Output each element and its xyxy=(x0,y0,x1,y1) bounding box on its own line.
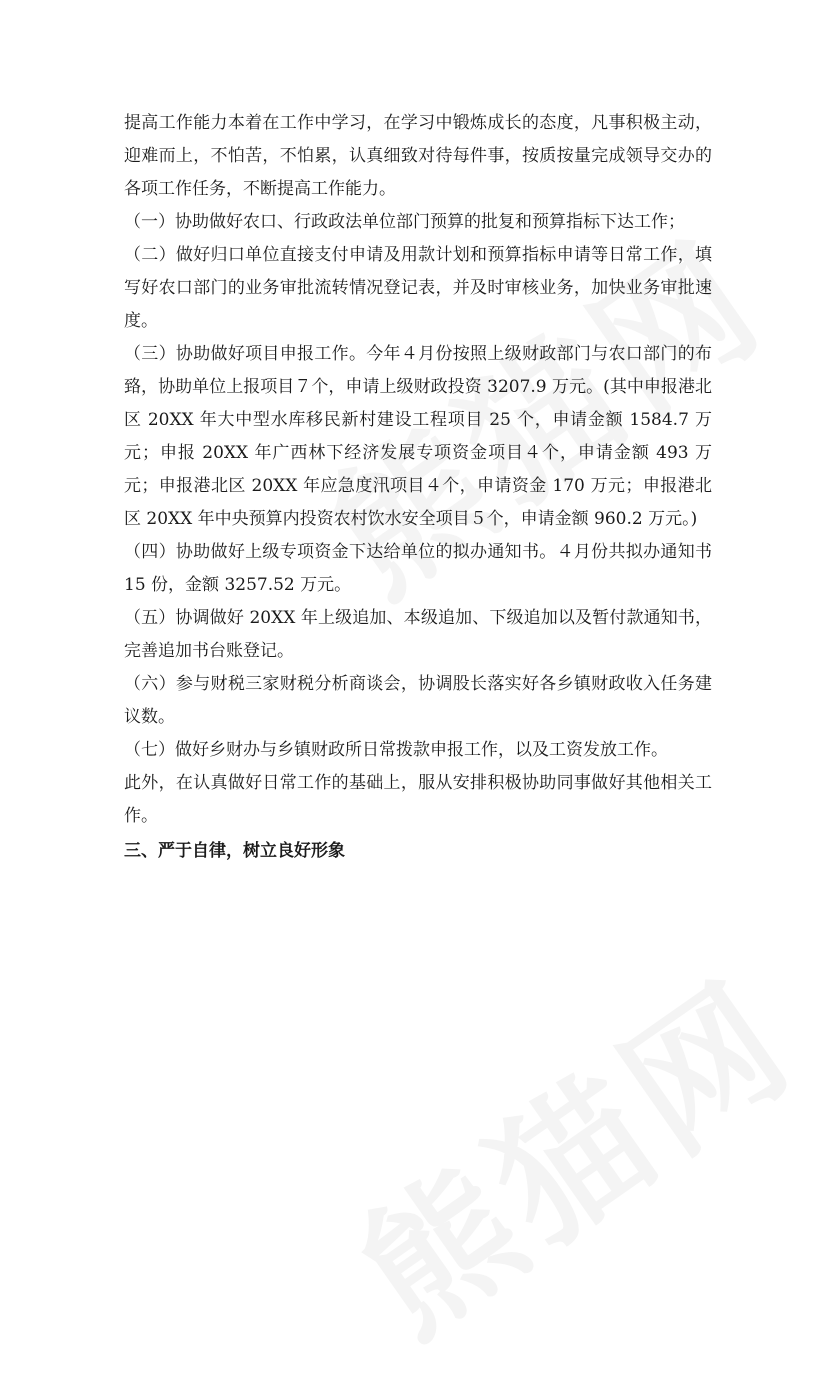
section-heading: 三、严于自律，树立良好形象 xyxy=(124,841,345,861)
paragraph-item-2: （二）做好归口单位直接支付申请及用款计划和预算指标申请等日常工作，填写好农口部门的业务审批流转情况登记表，并及时审核业务，加快业务审批速度。 xyxy=(124,245,712,331)
watermark xyxy=(311,922,828,1374)
document-body xyxy=(124,107,712,868)
paragraph-item-7: （七）做好乡财办与乡镇财政所日常拨款申报工作，以及工资发放工作。 xyxy=(124,740,668,760)
paragraph-additionally: 此外，在认真做好日常工作的基础上，服从安排积极协助同事做好其他相关工作。 xyxy=(124,773,712,826)
paragraph-work-ability: 提高工作能力本着在工作中学习，在学习中锻炼成长的态度，凡事积极主动，迎难而上，不怕苦，不怕累，认真细致对待每件事，按质按量完成领导交办的各项工作任务，不断提高工作能力。 xyxy=(124,113,712,199)
paragraph-item-5: （五）协调做好 20XX 年上级追加、本级追加、下级追加以及暂付款通知书，完善追加书台账登记。 xyxy=(124,608,712,661)
paragraph-item-1: （一）协助做好农口、行政政法单位部门预算的批复和预算指标下达工作； xyxy=(124,212,685,232)
paragraph-item-6: （六）参与财税三家财税分析商谈会，协调股长落实好各乡镇财政收入任务建议数。 xyxy=(124,674,712,727)
paragraph-item-3: （三）协助做好项目申报工作。今年４月份按照上级财政部门与农口部门的布臵，协助单位上报项目７个，申请上级财政投资 3207.9 万元。(其中申报港北区 20XX 年大中型水库移民新村建设工程项目 25 个，申请金额 1584.7 万元；申报 20XX 年广西林下经济发展专项资金项目４个，申请金额 493 万元；申报港北区 20XX 年应急度汛项目４个，申请资金 170 万元；申报港北区 20XX 年中央预算内投资农村饮水安全项目５个，申请金额 960.2 万元。) xyxy=(124,344,712,529)
paragraph-item-4: （四）协助做好上级专项资金下达给单位的拟办通知书。４月份共拟办通知书 15 份，金额 3257.52 万元。 xyxy=(124,542,712,595)
